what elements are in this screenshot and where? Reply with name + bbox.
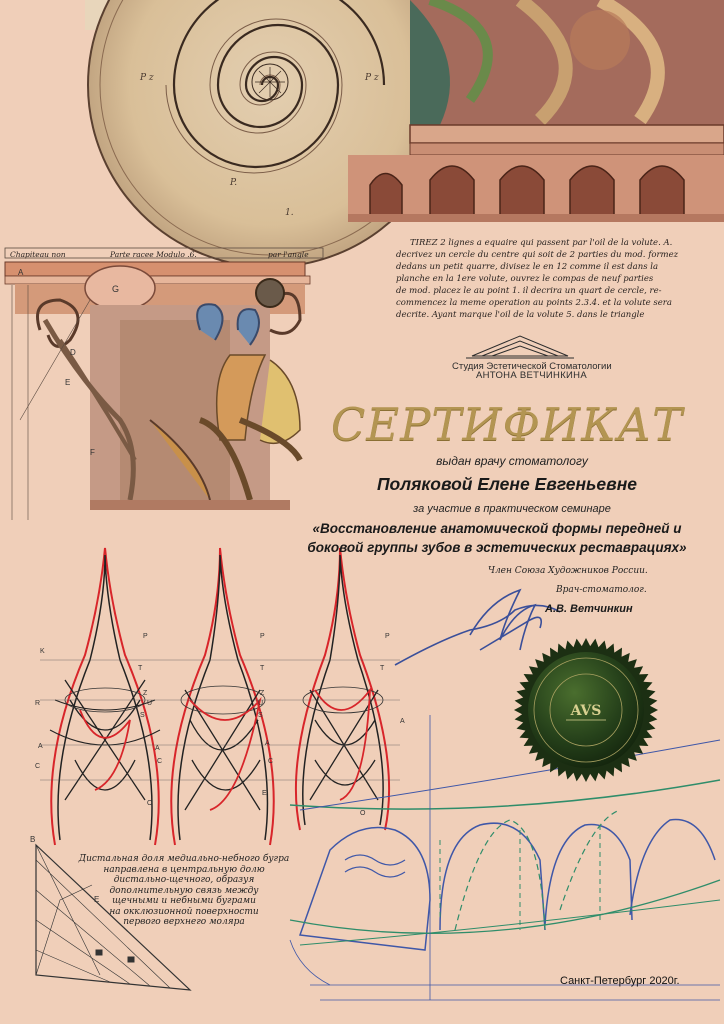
diagram-letter: T <box>260 665 265 672</box>
diagram-letter: T <box>380 665 385 672</box>
diagram-letter: C <box>157 758 163 765</box>
dental-arch-drawing <box>290 715 720 1000</box>
svg-text:F: F <box>90 448 95 457</box>
diagram-letter: S <box>140 712 145 719</box>
diagram-letter: U <box>147 700 153 707</box>
capital-engraving <box>5 248 323 520</box>
svg-text:P z: P z <box>140 73 154 83</box>
participation-text: за участие в практическом семинаре <box>413 503 611 515</box>
diagram-letter: A <box>265 740 270 747</box>
signer-title-line1: Член Союза Художников России. <box>488 566 648 576</box>
diagram-letter: K <box>40 648 45 655</box>
svg-text:1.: 1. <box>285 208 294 218</box>
svg-text:P z: P z <box>365 73 379 83</box>
diagram-letter: Z <box>260 690 265 697</box>
svg-text:A: A <box>18 268 24 277</box>
caption-line: дополнительную связь между <box>109 885 259 896</box>
issued-to-text: выдан врачу стоматологу <box>436 454 588 468</box>
engraving-text-line: commencez la meme operation au points 2.3.4. et la volute sera <box>396 298 672 308</box>
diagram-letter: S <box>258 712 263 719</box>
engraving-text-line: dedans un petit quarre, divisez le en 12 comme il est dans la <box>396 262 659 272</box>
gold-seal <box>514 638 658 782</box>
engraving-text-line: decrivez un cercle du centre qui soit de 2 parties du mod. formez <box>396 250 679 260</box>
studio-name-line2: АНТОНА ВЕТЧИНКИНА <box>476 370 587 381</box>
diagram-letter: A <box>38 743 43 750</box>
diagram-letter: C <box>268 758 274 765</box>
caption-line: первого верхнего моляра <box>123 917 245 927</box>
caption-line: Дистальная доля медиально-небного бугра <box>78 854 290 864</box>
svg-text:E: E <box>65 378 71 387</box>
engraving-header-mid: Parte racee Modulo .6. <box>110 250 197 259</box>
svg-text:E: E <box>94 895 100 904</box>
diagram-letter: C <box>35 763 41 770</box>
diagram-letter: P <box>143 633 148 640</box>
caption-line: дистально-щечного, образуя <box>113 875 255 885</box>
diagram-letter: A <box>400 718 405 725</box>
course-title-line2: боковой группы зубов в эстетических реставрациях» <box>307 540 687 555</box>
signer-title-line2: Врач-стоматолог. <box>556 585 647 595</box>
diagram-letter: U <box>258 700 264 707</box>
diagram-letter: A <box>155 745 160 752</box>
handwritten-signature <box>395 590 560 665</box>
diagram-letter: T <box>138 665 143 672</box>
svg-text:AVS: AVS <box>570 703 602 719</box>
engraving-text-line: planche en la 1ere volute, ouvrez le compas de neuf parties <box>396 274 654 284</box>
caption-line: направлена в центральную долю <box>103 864 265 875</box>
studio-logo-icon <box>466 336 574 358</box>
diagram-letter: O <box>147 800 153 807</box>
diagram-letter: O <box>360 810 366 817</box>
course-title-line1: «Восстановление анатомической формы передней и <box>312 521 682 536</box>
diagram-letter: R <box>35 700 41 707</box>
engraving-text-line: decrite. Ayant marque l'oil de la volute 5. dans le triangle <box>396 310 645 320</box>
diagram-caption <box>66 854 302 928</box>
city-year: Санкт-Петербург 2020г. <box>560 975 680 987</box>
recipient-name: Поляковой Елене Евгеньевне <box>376 474 638 494</box>
svg-text:B: B <box>30 835 36 844</box>
caption-line: щечными и небными буграми <box>112 896 256 906</box>
svg-text:G: G <box>112 284 120 294</box>
signer-name: А.В. Ветчинкин <box>545 603 633 615</box>
engraving-header-left: Chapiteau non <box>10 250 66 259</box>
studio-name-line1: Студия Эстетической Стоматологии <box>452 361 612 372</box>
engraving-header-right: par l'angle <box>268 250 309 259</box>
diagram-letter: P <box>260 633 265 640</box>
svg-text:D: D <box>70 348 76 357</box>
engraving-text-line: de mod. placez le au point 1. il decrira un quart de cercle, re- <box>396 286 662 296</box>
volute-engraving <box>85 0 452 267</box>
diagram-letter: E <box>262 790 267 797</box>
svg-text:P.: P. <box>230 178 238 188</box>
diagram-letter: Z <box>143 690 148 697</box>
engraving-text-line: TIREZ 2 lignes a equaire qui passent par l'oil de la volute. A. <box>410 238 673 248</box>
caption-line: на окклюзионной поверхности <box>109 906 259 917</box>
tooth-sketches <box>40 548 400 845</box>
certificate-title: СЕРТИФИКАТ <box>330 398 684 451</box>
diagram-letter: P <box>385 633 390 640</box>
